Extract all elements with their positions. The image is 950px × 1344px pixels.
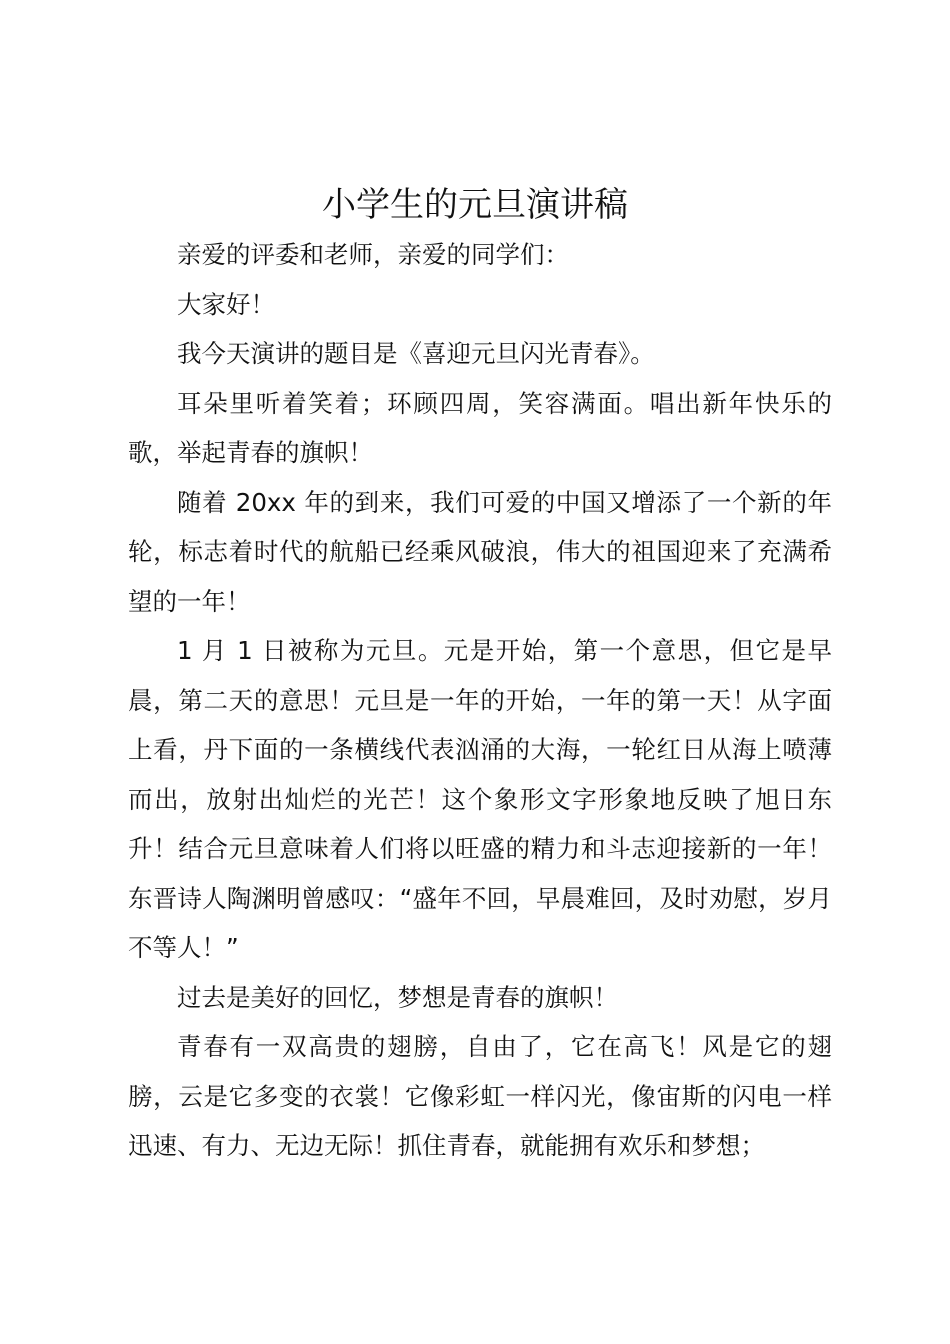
document-body bbox=[128, 230, 832, 1171]
paragraph-topic: 我今天演讲的题目是《喜迎元旦闪光青春》。 bbox=[177, 339, 655, 368]
paragraph: 随着 20xx 年的到来，我们可爱的中国又增添了一个新的年轮，标志着时代的航船已经乘风破浪，伟大的祖国迎来了充满希望的一年！ bbox=[128, 487, 832, 616]
paragraph: 青春有一双高贵的翅膀，自由了，它在高飞！风是它的翅膀，云是它多变的衣裳！它像彩虹一样闪光，像宙斯的闪电一样迅速、有力、无边无际！抓住青春，就能拥有欢乐和梦想； bbox=[128, 1032, 832, 1160]
document-title: 小学生的元旦演讲稿 bbox=[322, 185, 628, 225]
paragraph-greeting: 亲爱的评委和老师，亲爱的同学们： bbox=[177, 240, 569, 269]
paragraph: 过去是美好的回忆，梦想是青春的旗帜！ bbox=[177, 982, 618, 1012]
paragraph-hello: 大家好！ bbox=[177, 289, 275, 319]
paragraph: 1 月 1 日被称为元旦。元是开始，第一个意思，但它是早晨，第二天的意思！元旦是一年的开始，一年的第一天！从字面上看，丹下面的一条横线代表汹涌的大海，一轮红日从海上喷薄而出，放射出灿烂的光芒！这个象形文字形象地反映了旭日东升！结合元旦意味着人们将以旺盛的精力和斗志迎接新的一年！东晋诗人陶渊明曾感叹：“盛年不回，早晨难回，及时劝慰，岁月不等人！” bbox=[128, 636, 832, 962]
paragraph: 耳朵里听着笑着；环顾四周，笑容满面。唱出新年快乐的歌，举起青春的旗帜！ bbox=[128, 388, 832, 467]
